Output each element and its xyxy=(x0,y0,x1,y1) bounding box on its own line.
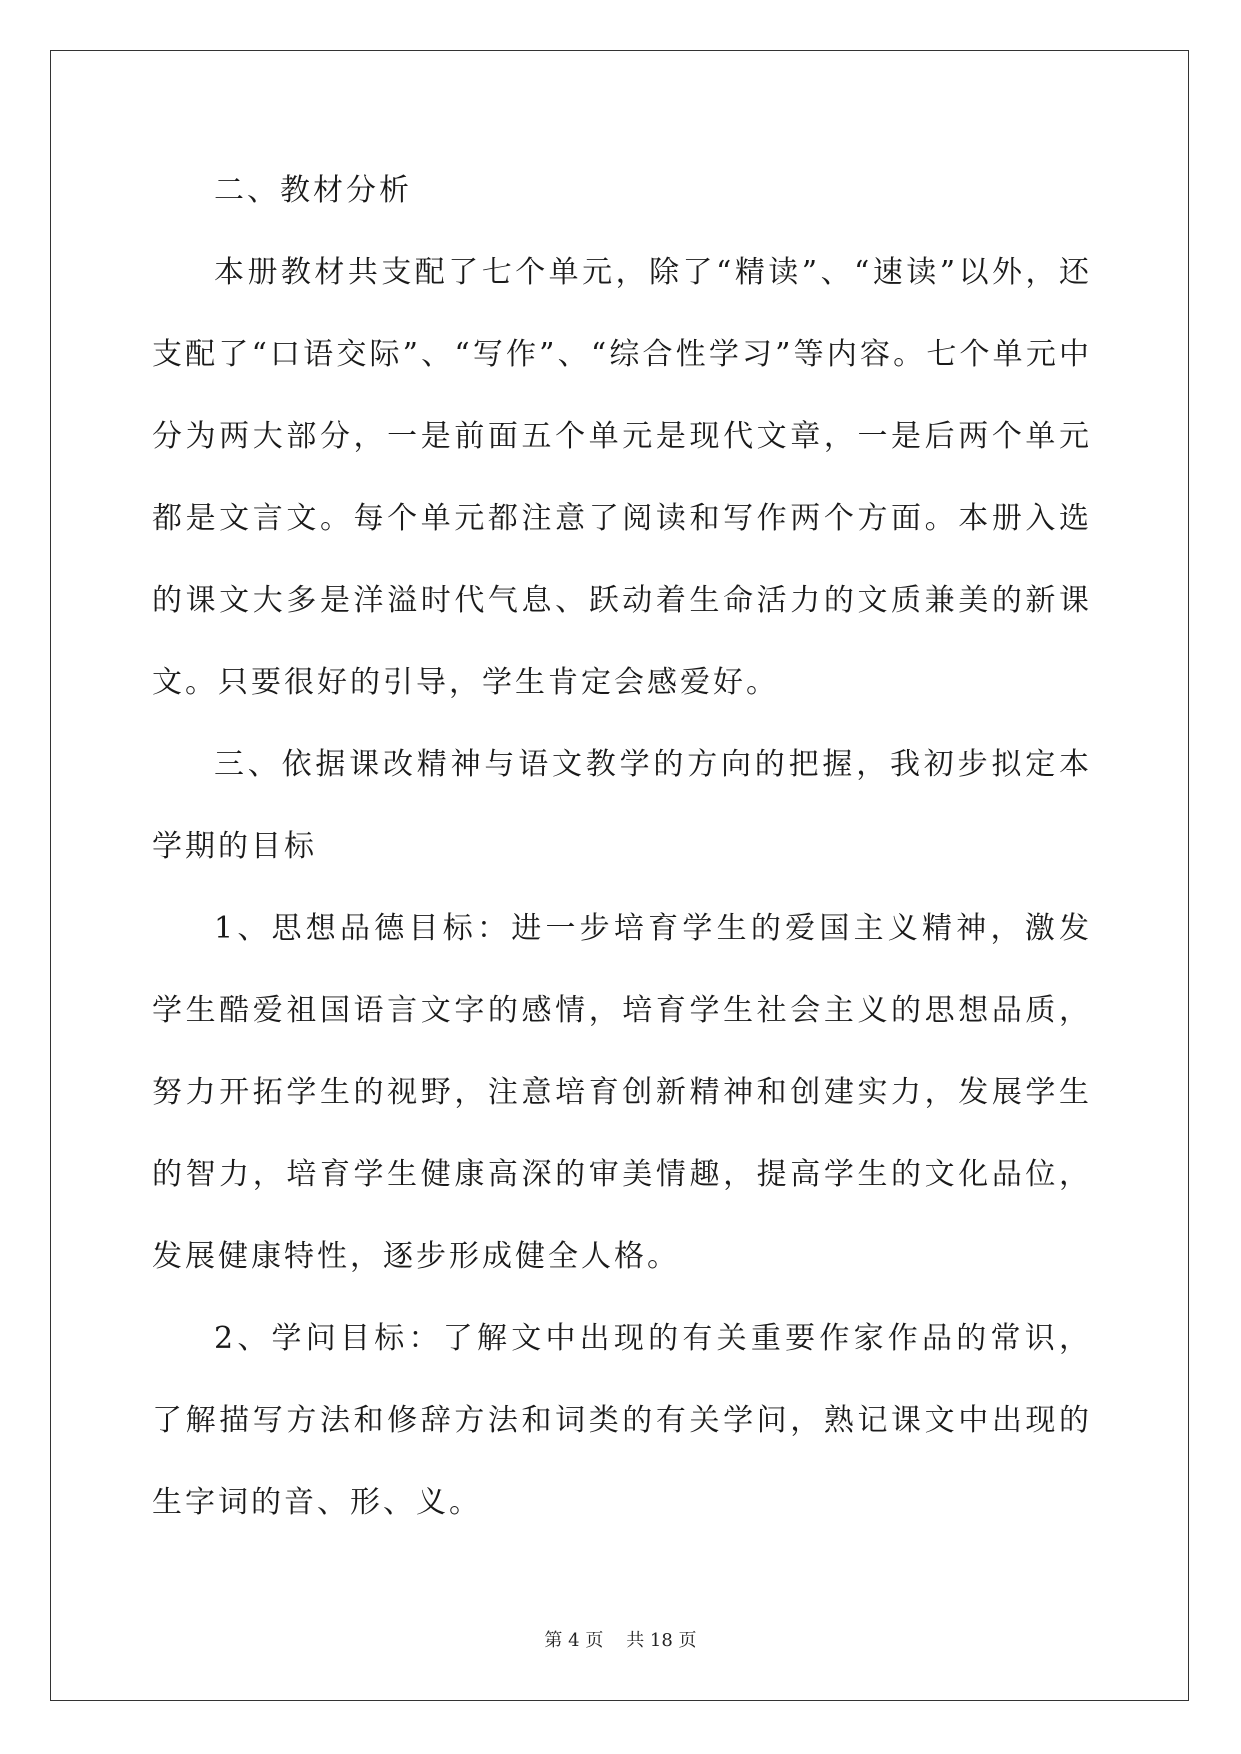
paragraph-moral-goals: 1、思想品德目标：进一步培育学生的爱国主义精神，激发学生酷爱祖国语言文字的感情，培育学生社会主义的思想品质，努力开拓学生的视野，注意培育创新精神和创建实力，发展学生的智力，培育学生健康高深的审美情趣，提高学生的文化品位，发展健康特性，逐步形成健全人格。 xyxy=(152,911,1092,1274)
paragraph-textbook-description: 本册教材共支配了七个单元，除了“精读”、“速读”以外，还支配了“口语交际”、“写作”、“综合性学习”等内容。七个单元中分为两大部分，一是前面五个单元是现代文章，一是后两个单元都是文言文。每个单元都注意了阅读和写作两个方面。本册入选的课文大多是洋溢时代气息、跃动着生命活力的文质兼美的新课文。只要很好的引导，学生肯定会感爱好。 xyxy=(152,255,1092,700)
section-heading-textbook-analysis: 二、教材分析 xyxy=(214,173,412,208)
paragraph-knowledge-goals: 2、学问目标：了解文中出现的有关重要作家作品的常识，了解描写方法和修辞方法和词类的有关学问，熟记课文中出现的生字词的音、形、义。 xyxy=(152,1321,1092,1520)
document-body xyxy=(152,150,1092,1544)
page-number-footer: 第 4 页 共 18 页 xyxy=(544,1630,697,1651)
section-heading-semester-goals: 三、依据课改精神与语文教学的方向的把握，我初步拟定本学期的目标 xyxy=(152,747,1092,864)
